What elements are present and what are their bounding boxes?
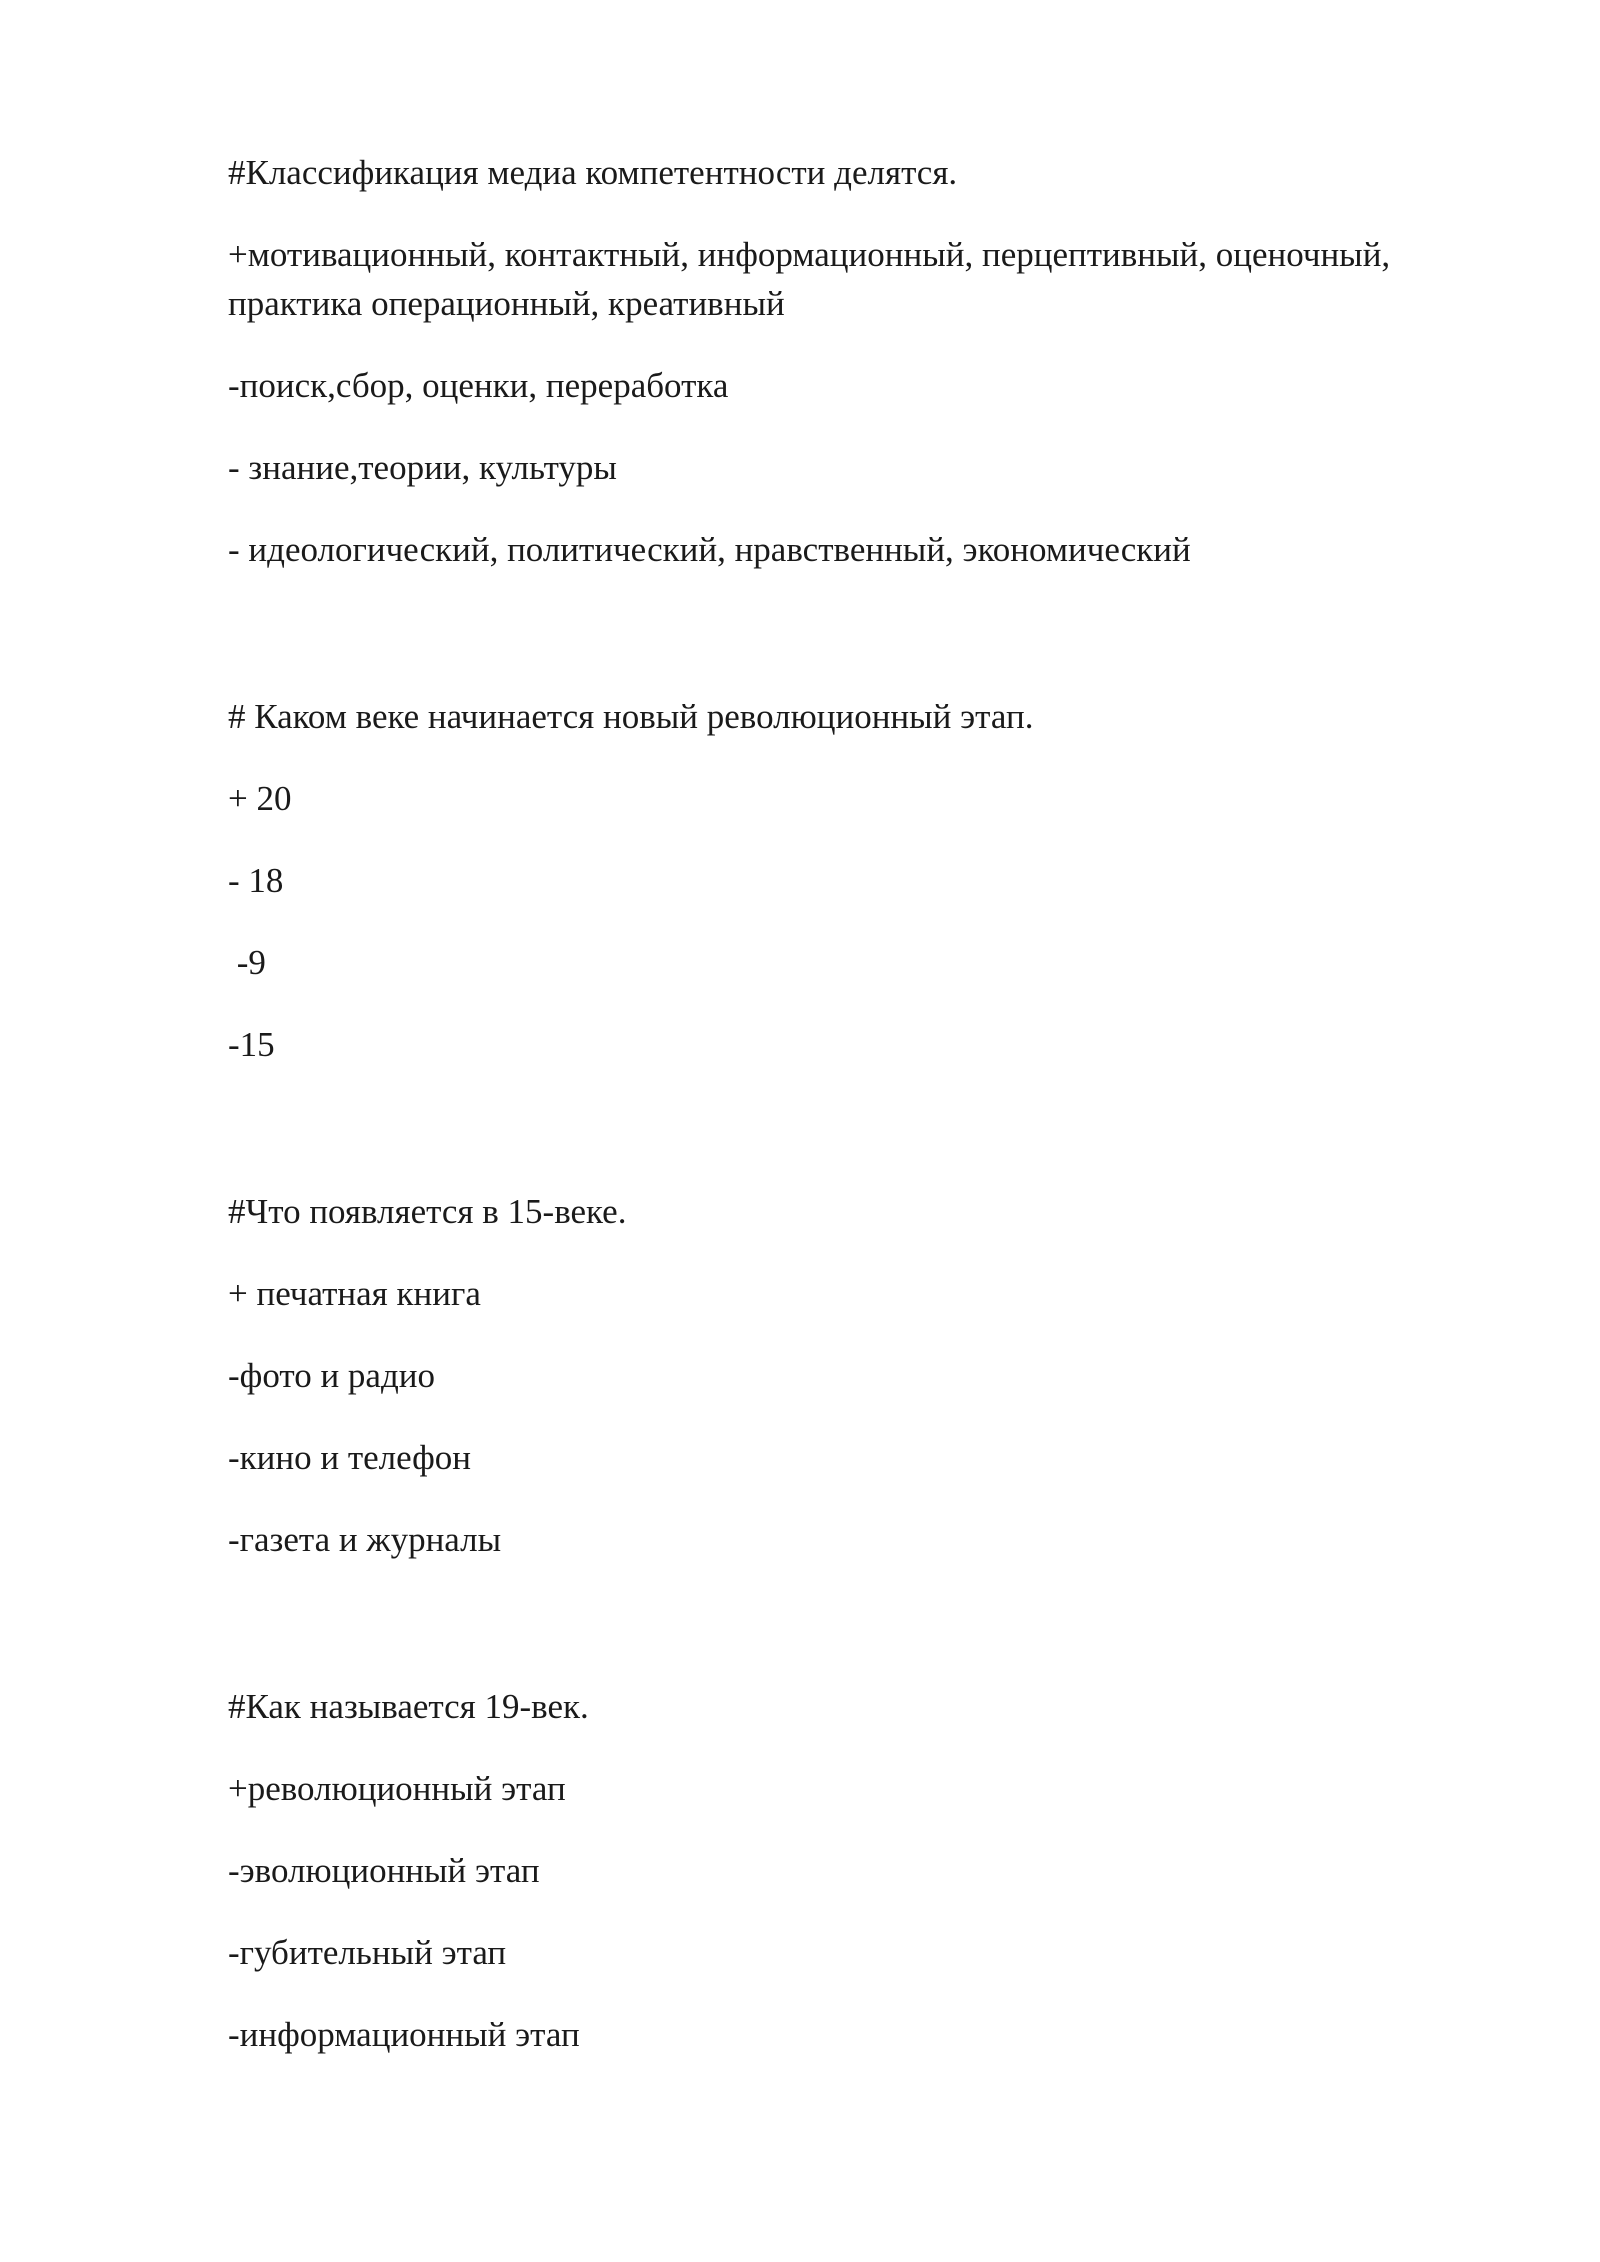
- answer-option: -фото и радио: [228, 1356, 436, 1395]
- question-block-4: [228, 1682, 1520, 2059]
- answer-option: -9: [228, 943, 266, 982]
- question-text: #Как называется 19-век.: [228, 1687, 589, 1726]
- question-block-2: [228, 692, 1520, 1069]
- answer-option: - 18: [228, 861, 284, 900]
- question-text: #Классификация медиа компетентности делятся.: [228, 153, 958, 192]
- question-text: # Каком веке начинается новый революционный этап.: [228, 697, 1034, 736]
- answer-option: + печатная книга: [228, 1274, 481, 1313]
- question-text: #Что появляется в 15-веке.: [228, 1192, 627, 1231]
- answer-option: - идеологический, политический, нравственный, экономический: [228, 530, 1191, 569]
- question-block-3: [228, 1187, 1520, 1564]
- answer-option: -15: [228, 1025, 275, 1064]
- answer-option: -кино и телефон: [228, 1438, 472, 1477]
- answer-option: - знание,теории, культуры: [228, 448, 617, 487]
- answer-option: + 20: [228, 779, 292, 818]
- answer-option: -газета и журналы: [228, 1520, 502, 1559]
- answer-option: -поиск,сбор, оценки, переработка: [228, 366, 729, 405]
- answer-option: +мотивационный, контактный, информационный, перцептивный, оценочный, практика операционный, креативный: [228, 235, 1399, 323]
- answer-option: -губительный этап: [228, 1933, 507, 1972]
- answer-option: -информационный этап: [228, 2015, 580, 2054]
- answer-option: +революционный этап: [228, 1769, 566, 1808]
- answer-option: -эволюционный этап: [228, 1851, 540, 1890]
- question-block-1: [228, 148, 1520, 574]
